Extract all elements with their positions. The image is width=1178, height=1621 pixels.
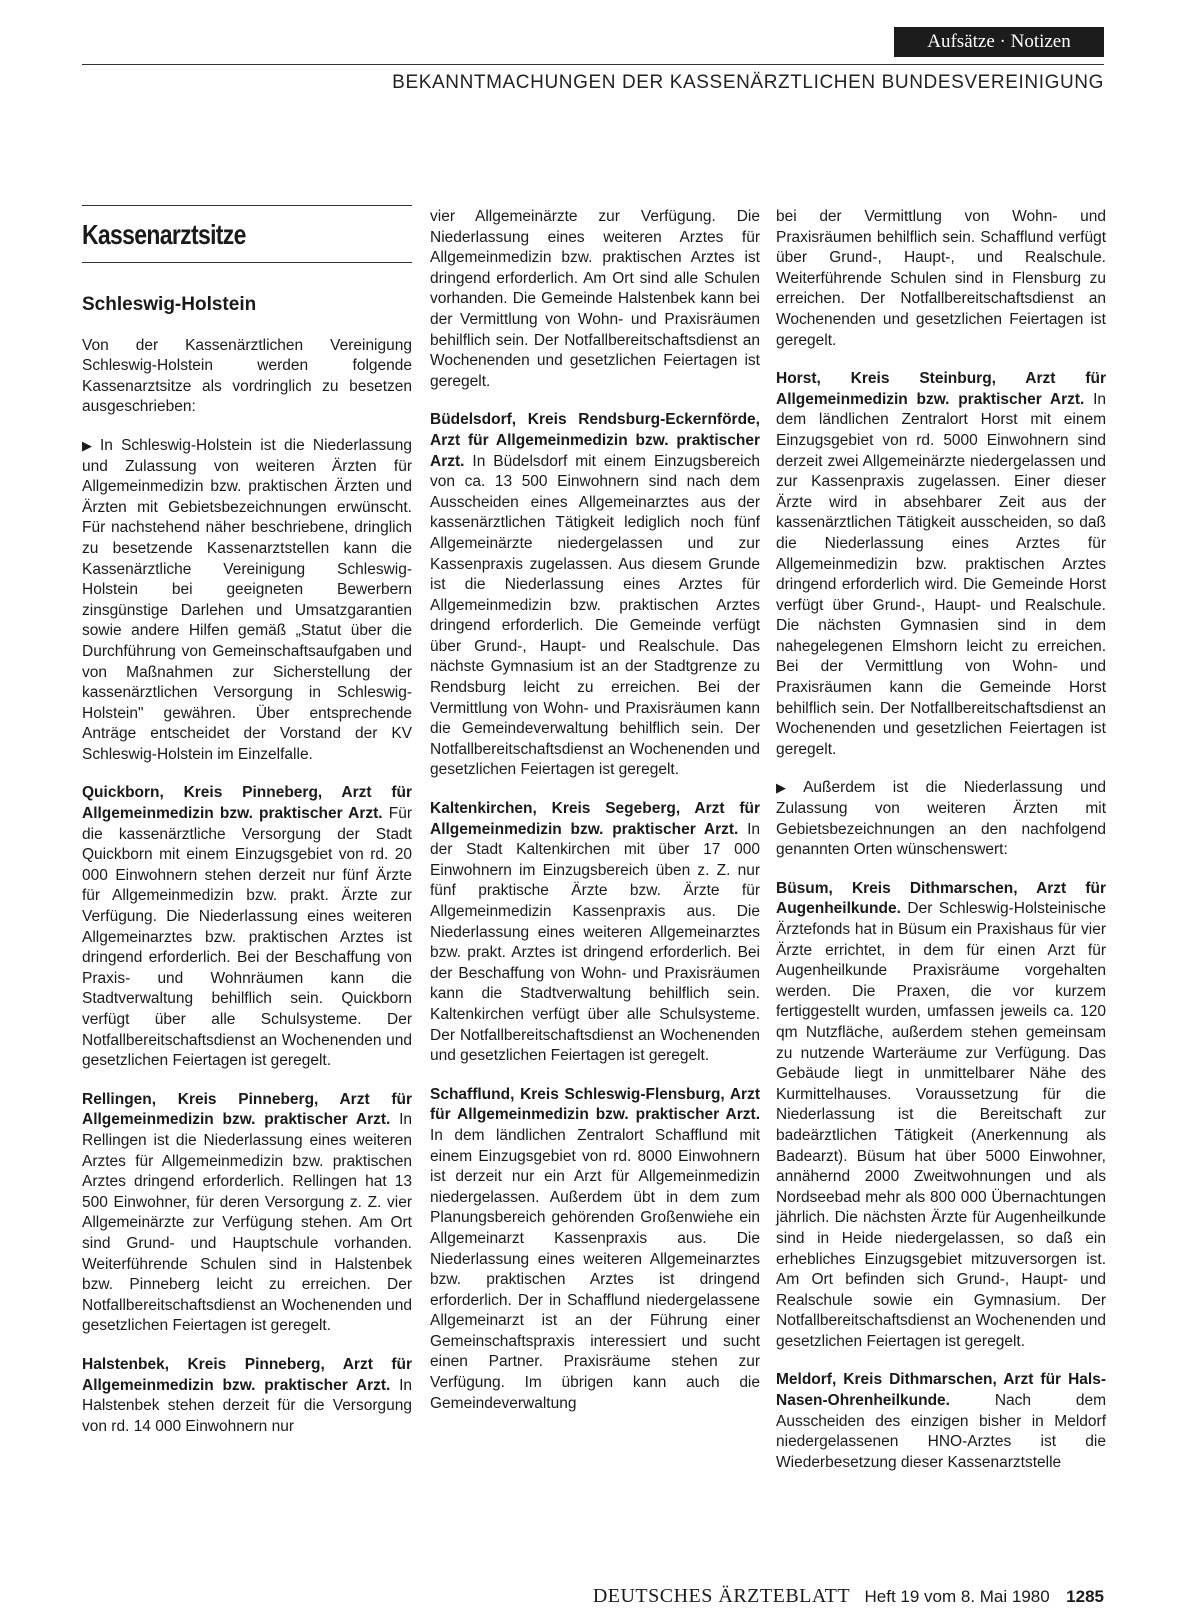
entry-heading: Kaltenkirchen, Kreis Segeberg, Arzt für Allgemeinmedizin bzw. praktischer Arzt.: [430, 800, 760, 838]
section-badge: Aufsätze · Notizen: [894, 27, 1104, 57]
entry-heading: Rellingen, Kreis Pinneberg, Arzt für Allgemeinmedizin bzw. praktischer Arzt.: [82, 1090, 412, 1129]
entry-text: Der Schleswig-Holsteinische Ärztefonds hat in Büsum ein Praxishaus für vier Ärzte errichtet, in dem für einen Arzt für Augenheilkunde Praxisräume vorgehalten werden. Die Praxen, die vor kurzem fertiggestellt wurden, umfassen jeweils ca. 120 qm Nutzfläche, außerdem stehen gemeinsam zu nutzende Warteräume zur Verfügung. Das Gebäude liegt in unmittelbarer Nähe des Kurmittelhauses. Voraussetzung für die Niederlassung ist die Bereitschaft zur badeärztlichen Tätigkeit (Anerkennung als Badearzt). Büsum hat über 5000 Einwohner, annähernd 2000 Zweitwohnungen und als Nordseebad mehr als 800 000 Übernachtungen jährlich. Die nächsten Ärzte für Augenheilkunde sind in Heide niedergelassen, so daß ein erhebliches Einzugsgebiet mitzuversorgen ist. Am Ort befinden sich Grund-, Haupt- und Realschule sowie ein Gymnasium. Der Notfallbereitschaftsdienst an Wochenenden und gesetzlichen Feiertagen ist geregelt.: [776, 900, 1106, 1350]
triangle-bullet-icon: ▶: [82, 437, 96, 453]
entry-kaltenkirchen: [430, 799, 760, 1067]
entry-text: In Büdelsdorf mit einem Einzugsbereich von ca. 13 500 Einwohnern sind nach dem Ausscheiden eines Allgemeinarztes aus der kassenärztlichen Tätigkeit lediglich noch fünf Allgemeinärzte niedergelassen und zur Kassenpraxis zugelassen. Aus diesem Grunde ist die Niederlassung eines Arztes für Allgemeinmedizin bzw. praktischen Arztes dringend erforderlich. Die Gemeinde verfügt über Grund-, Haupt- und Realschule. Das nächste Gymnasium ist an der Stadtgrenze zu Rendsburg leicht zu erreichen. Bei der Vermittlung von Wohn- und Praxisräumen kann die Gemeindeverwaltung behilflich sein. Der Notfallbereitschaftsdienst an Wochenenden und gesetzlichen Feiertagen ist geregelt.: [430, 452, 760, 779]
entry-rellingen: [82, 1090, 412, 1337]
intro-paragraph: Von der Kassenärztlichen Vereinigung Schleswig-Holstein werden folgende Kassenarztsitze als vordringlich zu besetzen ausgeschrieben:: [82, 336, 412, 416]
entry-heading: Halstenbek, Kreis Pinneberg, Arzt für Allgemeinmedizin bzw. praktischer Arzt.: [82, 1355, 412, 1394]
journal-name: DEUTSCHES ÄRZTEBLATT: [592, 1585, 851, 1607]
entry-text: In der Stadt Kaltenkirchen mit über 17 000 Einwohnern im Einzugsbereich üben z. Z. nur fünf praktische Ärzte bzw. Ärzte für Allgemeinmedizin Kassenpraxis aus. Die Niederlassung eines weiteren Allgemeinarztes bzw. prakt. Arztes ist dringend erforderlich. Bei der Beschaffung von Wohn- und Praxisräumen kann die Stadtverwaltung behilflich sein. Kaltenkirchen verfügt über alle Schulsysteme. Der Notfallbereitschaftsdienst an Wochenenden und gesetzlichen Feiertagen ist geregelt.: [430, 820, 760, 1065]
paragraph-2-text: Außerdem ist die Niederlassung und Zulassung von weiteren Ärzten mit Gebietsbezeichnungen an den nachfolgend genannten Orten wünschenswert:: [776, 779, 1107, 859]
entry-quickborn: [82, 783, 412, 1071]
region-heading: Schleswig-Holstein: [82, 294, 257, 315]
title-rule-bottom: [82, 262, 412, 263]
entry-heading: Büsum, Kreis Dithmarschen, Arzt für Augenheilkunde.: [776, 879, 1106, 918]
column-3: [776, 207, 1106, 1491]
halstenbek-continuation: vier Allgemeinärzte zur Verfügung. Die Niederlassung eines weiteren Arztes für Allgemeinmedizin bzw. praktischen Arztes ist dringend erforderlich. Am Ort sind alle Schulen vorhanden. Die Gemeinde Halstenbek kann bei der Vermittlung von Wohn- und Praxisräumen behilflich sein. Der Notfallbereitschaftsdienst an Wochenenden und gesetzlichen Feiertagen ist geregelt.: [430, 208, 760, 390]
entry-buesum: [776, 879, 1106, 1353]
header-rule: [82, 64, 1104, 65]
paragraph-2: [776, 778, 1106, 860]
entry-heading: Meldorf, Kreis Dithmarschen, Arzt für Hals-Nasen-Ohrenheilkunde.: [776, 1371, 1106, 1410]
issue-info: Heft 19 vom 8. Mai 1980: [864, 1587, 1050, 1606]
column-1: [82, 205, 412, 1455]
title-rule-top: [82, 205, 412, 206]
schafflund-continuation: bei der Vermittlung von Wohn- und Praxisräumen behilflich sein. Schafflund verfügt über Grund-, Haupt-, und Realschule. Weiterführende Schulen sind in Flensburg zu erreichen. Der Notfallbereitschaftsdienst an Wochenenden und gesetzlichen Feiertagen ist geregelt.: [776, 208, 1106, 349]
entry-text: Für die kassenärztliche Versorgung der Stadt Quickborn mit einem Einzugsgebiet von rd. 20 000 Einwohnern stehen derzeit nur fünf Ärzte für Allgemeinmedizin bzw. prakt. Ärzte zur Verfügung. Die Niederlassung eines weiteren Allgemeinarztes bzw. praktischen Arztes ist dringend erforderlich. Bei der Beschaffung von Praxis- und Wohnräumen kann die Stadtverwaltung behilflich sein. Quickborn verfügt über alle Schulsysteme. Der Notfallbereitschaftsdienst an Wochenenden und gesetzlichen Feiertagen ist geregelt.: [82, 805, 412, 1070]
entry-text: In dem ländlichen Zentralort Horst mit einem Einzugsgebiet von rd. 5000 Einwohnern sind derzeit zwei Allgemeinärzte niedergelassen und zur Kassenpraxis zugelassen. Einer dieser Ärzte wird in absehbarer Zeit aus der kassenärztlichen Tätigkeit ausscheiden, so daß die Niederlassung eines Arztes für Allgemeinmedizin bzw. praktischen Arztes dringend erforderlich wird. Die Gemeinde Horst verfügt über Grund-, Haupt- und Realschule. Die nächsten Gymnasien sind in dem nahegelegenen Elmshorn leicht zu erreichen. Bei der Vermittlung von Wohn- und Praxisräumen kann die Gemeinde Horst behilflich sein. Der Notfallbereitschaftsdienst an Wochenenden und gesetzlichen Feiertagen ist geregelt.: [776, 390, 1106, 758]
entry-heading: Büdelsdorf, Kreis Rendsburg-Eckernförde, Arzt für Allgemeinmedizin bzw. praktischer Arzt.: [430, 411, 760, 470]
entry-heading: Horst, Kreis Steinburg, Arzt für Allgemeinmedizin bzw. praktischer Arzt.: [776, 370, 1106, 408]
entry-text: In Halstenbek stehen derzeit für die Versorgung von rd. 14 000 Einwohnern nur: [82, 1376, 412, 1435]
entry-heading: Quickborn, Kreis Pinneberg, Arzt für Allgemeinmedizin bzw. praktischer Arzt.: [82, 784, 412, 823]
column-2: [430, 207, 760, 1432]
entry-horst: [776, 369, 1106, 760]
entry-buedelsdorf: [430, 410, 760, 781]
page-number: 1285: [1066, 1587, 1104, 1606]
section-header: BEKANNTMACHUNGEN DER KASSENÄRZTLICHEN BUNDESVEREINIGUNG: [392, 72, 1104, 93]
paragraph-1-text: In Schleswig-Holstein ist die Niederlassung und Zulassung von weiteren Ärzten für Allgemeinmedizin bzw. praktischen Ärzten und Ärzten mit Gebietsbezeichnungen erwünscht. Für nachstehend näher beschriebene, dringlich zu besetzende Kassenarztstellen kann die Kassenärztliche Vereinigung Schleswig-Holstein bei geeigneten Bewerbern zinsgünstige Darlehen und Umsatzgarantien sowie andere Hilfen gemäß „Statut über die Durchführung von Gemeinschaftsaufgaben und von Maßnahmen zur Sicherstellung der kassenärztlichen Versorgung in Schleswig-Holstein" gewähren. Über entsprechende Anträge entscheidet der Vorstand der KV Schleswig-Holstein im Einzelfalle.: [82, 436, 412, 763]
page-footer: [470, 1585, 1104, 1608]
entry-text: In Rellingen ist die Niederlassung eines weiteren Arztes für Allgemeinmedizin bzw. praktischen Arztes dringend erforderlich. Rellingen hat 13 500 Einwohner, für deren Versorgung z. Z. vier Allgemeinärzte zur Verfügung stehen. Am Ort sind Grund- und Hauptschule vorhanden. Weiterführende Schulen sind in Halstenbek bzw. Pinneberg leicht zu erreichen. Der Notfallbereitschaftsdienst an Wochenenden und gesetzlichen Feiertagen ist geregelt.: [82, 1111, 412, 1335]
entry-text: Nach dem Ausscheiden des einzigen bisher in Meldorf niedergelassenen HNO-Arztes ist die Wiederbesetzung dieser Kassenarztstelle: [776, 1392, 1106, 1471]
entry-schafflund: [430, 1085, 760, 1415]
paragraph-1: [82, 436, 412, 766]
entry-heading: Schafflund, Kreis Schleswig-Flensburg, Arzt für Allgemeinmedizin bzw. praktischer Arzt.: [430, 1085, 760, 1124]
entry-halstenbek: [82, 1355, 412, 1437]
entry-meldorf: [776, 1370, 1106, 1473]
article-title: Kassenarztsitze: [82, 219, 246, 250]
triangle-bullet-icon: ▶: [776, 780, 800, 796]
entry-text: In dem ländlichen Zentralort Schafflund mit einem Einzugsgebiet von rd. 8000 Einwohnern ist derzeit nur ein Arzt für Allgemeinmedizin niedergelassen. Außerdem übt in dem zum Planungsbereich gehörenden Großenwiehe ein Allgemeinarzt Kassenpraxis aus. Die Niederlassung eines weiteren Allgemeinarztes bzw. praktischen Arztes ist dringend erforderlich. Der in Schafflund niedergelassene Allgemeinarzt ist an der Führung einer Gemeinschaftspraxis interessiert und sucht einen Partner. Praxisräume stehen zur Verfügung. Im übrigen kann auch die Gemeindeverwaltung: [430, 1126, 760, 1412]
